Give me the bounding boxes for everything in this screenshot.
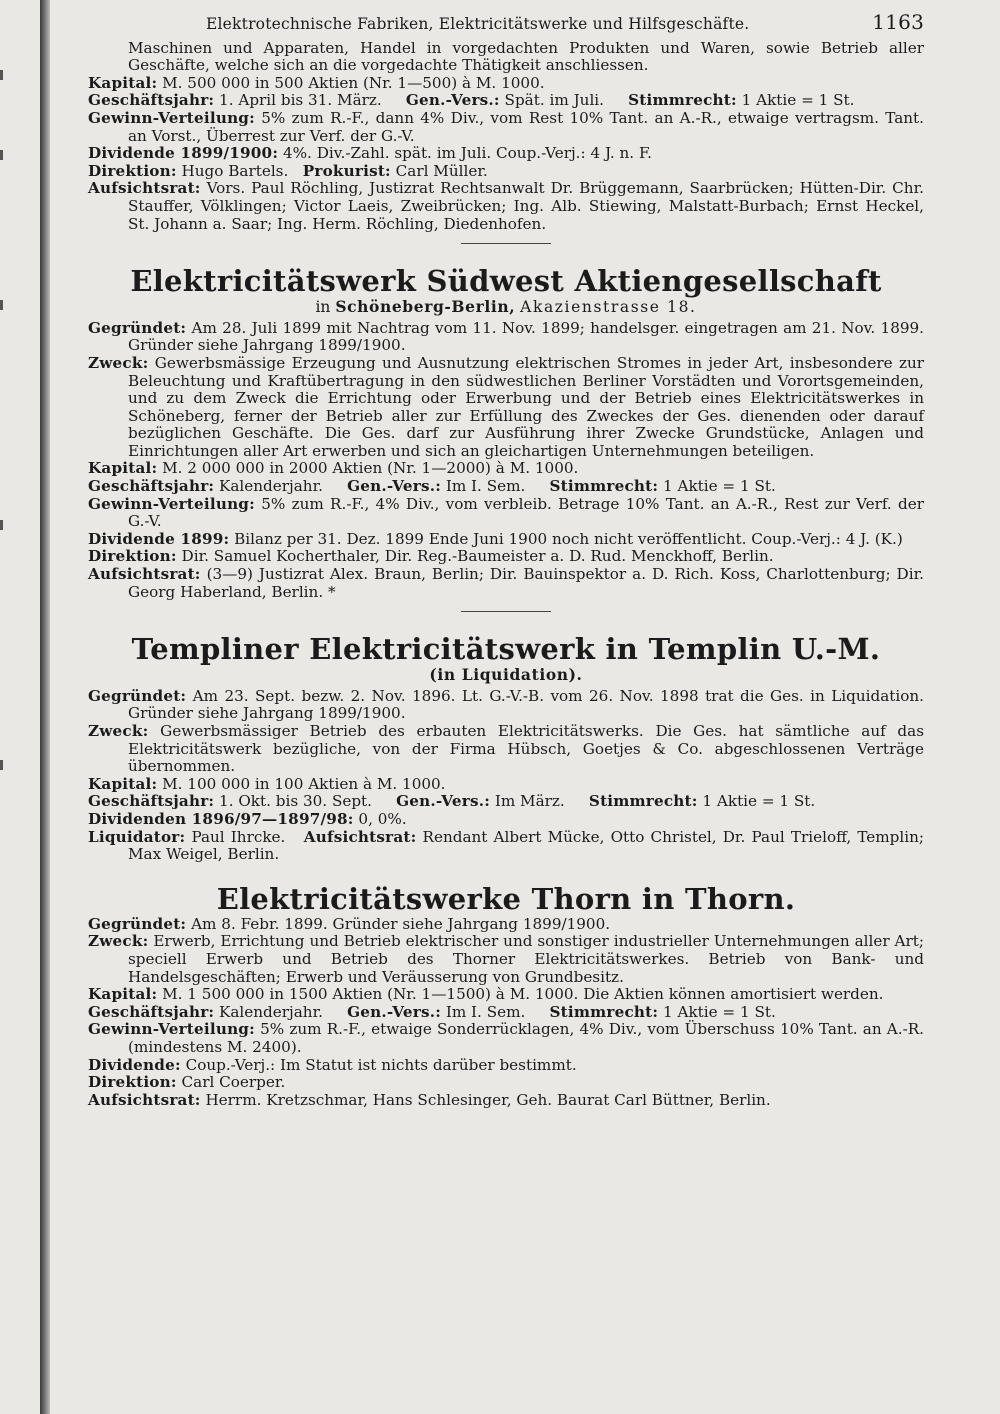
gewinn-verteilung-line: Gewinn-Verteilung: 5% zum R.-F., etwaige Sonderrücklagen, 4% Div., vom Überschuss 10% Tant. an A.-R. (mindestens M. 2400).	[88, 1020, 924, 1056]
section-divider	[461, 243, 551, 244]
gegruendet-line: Gegründet: Am 8. Febr. 1899. Gründer siehe Jahrgang 1899/1900.	[88, 914, 611, 933]
kapital-line: Kapital: M. 2 000 000 in 2000 Aktien (Nr. 1—2000) à M. 1000.	[88, 459, 579, 478]
gegruendet-line: Gegründet: Am 23. Sept. bezw. 2. Nov. 1896. Lt. G.-V.-B. vom 26. Nov. 1898 trat die Ges. in Liquidation. Gründer siehe Jahrgang 1899/1900.	[88, 686, 925, 723]
direktion-line: Direktion: Carl Coerper.	[88, 1073, 286, 1092]
gegruendet-line: Gegründet: Am 28. Juli 1899 mit Nachtrag vom 11. Nov. 1899; handelsger. eingetragen am 21. Nov. 1899. Gründer siehe Jahrgang 1899/1900.	[88, 318, 925, 355]
entry-suedwest	[88, 264, 924, 601]
geschaeftsjahr-line: Geschäftsjahr: Kalenderjahr. Gen.-Vers.: Im I. Sem. Stimmrecht: 1 Aktie = 1 St.	[88, 1002, 776, 1021]
entry-subtitle: in Schöneberg-Berlin, Akazienstrasse 18.	[315, 297, 697, 317]
facing-page-edge	[0, 0, 6, 1414]
running-head-title: Elektrotechnische Fabriken, Elektricitätswerke und Hilfsgeschäfte.	[206, 15, 750, 33]
entry-title: Templiner Elektricitätswerk in Templin U.-M.	[131, 632, 881, 667]
kapital-line: Kapital: M. 100 000 in 100 Aktien à M. 1000.	[88, 774, 446, 793]
geschaeftsjahr-line: Geschäftsjahr: Kalenderjahr. Gen.-Vers.: Im I. Sem. Stimmrecht: 1 Aktie = 1 St.	[88, 477, 776, 496]
entry-title: Elektricitätswerk Südwest Aktiengesellschaft	[130, 264, 882, 299]
aufsichtsrat-line: Aufsichtsrat: (3—9) Justizrat Alex. Braun, Berlin; Dir. Bauinspektor a. D. Rich. Koss, Charlottenburg; Dir. Georg Haberland, Berlin. *	[88, 565, 924, 601]
section-divider	[461, 611, 551, 612]
liquidator-line: Liquidator: Paul Ihrcke. Aufsichtsrat: Rendant Albert Mücke, Otto Christel, Dr. Paul Trieloff, Templin; Max Weigel, Berlin.	[88, 827, 924, 864]
entry-subtitle: (in Liquidation).	[429, 665, 583, 685]
direktion-line: Direktion: Hugo Bartels. Prokurist: Carl Müller.	[88, 161, 488, 180]
document-page	[88, 10, 925, 1109]
dividende-line: Dividende: Coup.-Verj.: Im Statut ist nichts darüber bestimmt.	[88, 1055, 577, 1074]
gewinn-verteilung-line: Gewinn-Verteilung: 5% zum R.-F., 4% Div., vom verbleib. Betrage 10% Tant. an A.-R., Rest zur Verf. der G.-V.	[88, 494, 924, 531]
entry-title: Elektricitätswerke Thorn in Thorn.	[216, 881, 796, 916]
dividende-line: Dividende 1899: Bilanz per 31. Dez. 1899 Ende Juni 1900 noch nicht veröffentlicht. Coup.-Verj.: 4 J. (K.)	[88, 529, 903, 548]
gewinn-verteilung-line: Gewinn-Verteilung: 5% zum R.-F., dann 4% Div., vom Rest 10% Tant. an A.-R., etwaige vertragsm. Tant. an Vorst., Überrest zur Verf. der G.-V.	[88, 108, 924, 145]
page-number: 1163	[872, 10, 924, 34]
entry-thorn	[88, 882, 924, 1110]
geschaeftsjahr-line: Geschäftsjahr: 1. Okt. bis 30. Sept. Gen.-Vers.: Im März. Stimmrecht: 1 Aktie = 1 St.	[88, 792, 816, 811]
aufsichtsrat-line: Aufsichtsrat: Herrm. Kretzschmar, Hans Schlesinger, Geh. Baurat Carl Büttner, Berlin.	[88, 1090, 771, 1109]
dividende-line: Dividenden 1896/97—1897/98: 0, 0%.	[88, 809, 407, 828]
page-binding-shadow	[40, 0, 50, 1414]
zweck-line: Zweck: Erwerb, Errichtung und Betrieb elektrischer und sonstiger industrieller Unternehmungen aller Art; speciell Erwerb und Betrieb des Thorner Elektricitätswerkes. Betrieb von Bank- und Handelsgeschäften; Erwerb und Veräusserung von Grundbesitz.	[88, 932, 925, 986]
direktion-line: Direktion: Dir. Samuel Kocherthaler, Dir. Reg.-Baumeister a. D. Rud. Menckhoff, Berlin.	[88, 547, 774, 566]
entry-continuation	[88, 40, 924, 234]
zweck-line: Zweck: Gewerbsmässiger Betrieb des erbauten Elektricitätswerks. Die Ges. hat sämtliche auf das Elektricitätswerk bezügliche, von der Firma Hübsch, Goetjes & Co. abgeschlossenen Verträge übernommen.	[88, 722, 925, 776]
running-header	[88, 10, 924, 34]
continuation-text: Maschinen und Apparaten, Handel in vorgedachten Produkten und Waren, sowie Betrieb aller Geschäfte, welche sich an die vorgedachte Thätigkeit anschliessen.	[128, 38, 924, 75]
entry-templin	[88, 632, 924, 864]
dividende-line: Dividende 1899/1900: 4%. Div.-Zahl. spät. im Juli. Coup.-Verj.: 4 J. n. F.	[88, 144, 652, 163]
kapital-line: Kapital: M. 1 500 000 in 1500 Aktien (Nr. 1—1500) à M. 1000. Die Aktien können amortisiert werden.	[88, 985, 884, 1004]
kapital-line: Kapital: M. 500 000 in 500 Aktien (Nr. 1—500) à M. 1000.	[88, 73, 545, 92]
zweck-line: Zweck: Gewerbsmässige Erzeugung und Ausnutzung elektrischen Stromes in jeder Art, insbesondere zur Beleuchtung und Kraftübertragung in den südwestlichen Berliner Vorstädten und Vorortsgemeinden, und zu dem Zweck die Errichtung oder Erwerbung und der Betrieb eines Elektricitätswerkes in Schöneberg, ferner der Betrieb aller zur Erfüllung des Zweckes der Ges. dienenden oder darauf bezüglichen Geschäfte. Die Ges. darf zur Ausführung ihrer Zwecke Grundstücke, Anlagen und Einrichtungen aller Art erwerben und sich an gleichartigen Unternehmungen beteiligen.	[88, 353, 924, 460]
aufsichtsrat-line: Aufsichtsrat: Vors. Paul Röchling, Justizrat Rechtsanwalt Dr. Brüggemann, Saarbrücken; Hütten-Dir. Chr. Stauffer, Völklingen; Victor Laeis, Zweibrücken; Ing. Alb. Stiewing, Malstatt-Burbach; Ernst Heckel, St. Johann a. Saar; Ing. Herm. Röchling, Diedenhofen.	[88, 179, 924, 233]
geschaeftsjahr-line: Geschäftsjahr: 1. April bis 31. März. Gen.-Vers.: Spät. im Juli. Stimmrecht: 1 Aktie = 1 St.	[88, 91, 855, 110]
